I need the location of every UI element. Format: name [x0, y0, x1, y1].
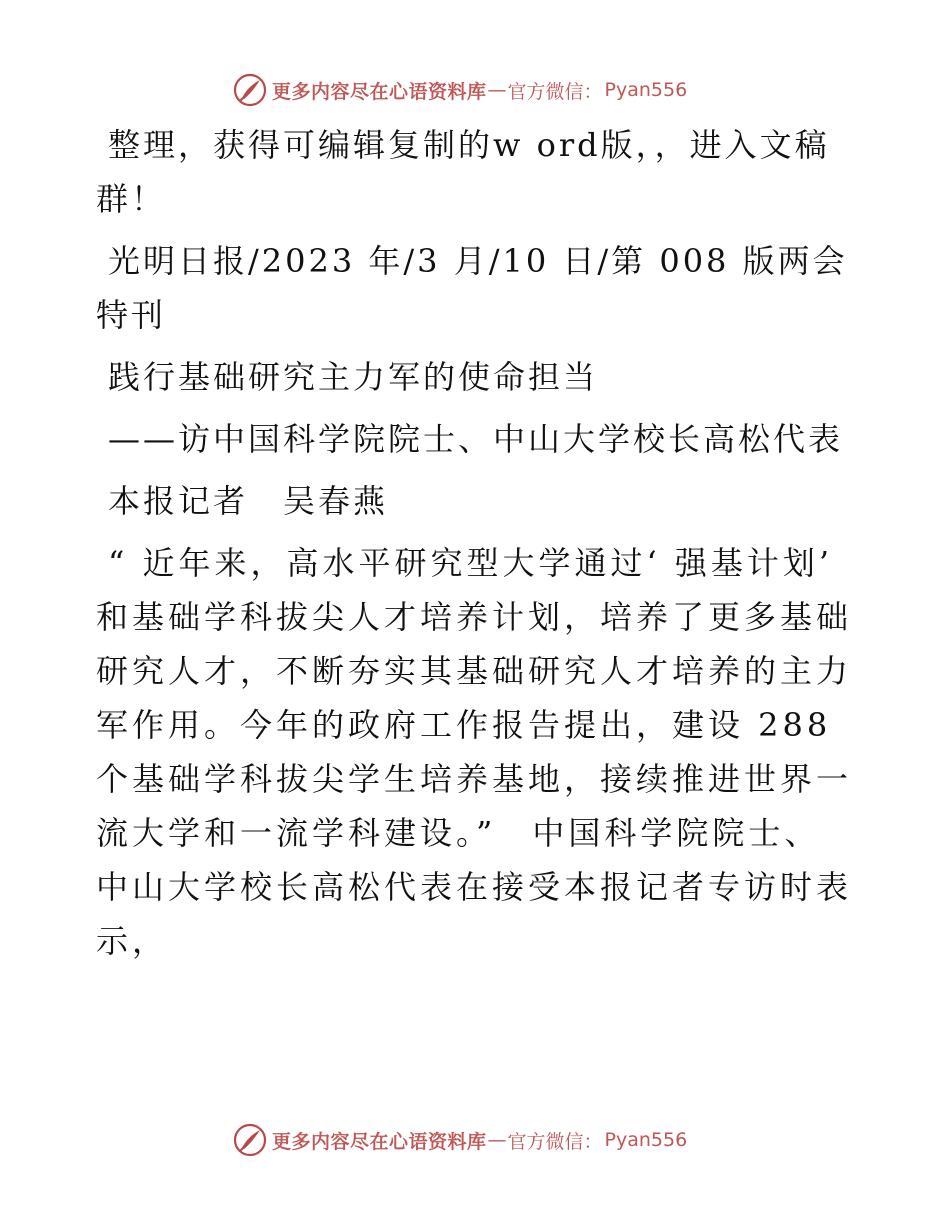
banner-wechat-id: Pyan556 — [604, 1129, 688, 1151]
quill-pen-icon — [232, 72, 268, 108]
intro-paragraph: 整理，获得可编辑复制的w ord版，，进入文稿群！ — [96, 126, 830, 218]
banner-text: 更多内容尽在心语资料库 — [272, 80, 487, 103]
body-paragraph: “ 近年来，高水平研究型大学通过‘ 强基计划’ 和基础学科拔尖人才培养计划，培养了更多基础研究人才，不断夯实其基础研究人才培养的主力军作用。今年的政府工作报告提出，建设 288个基础学科拔尖学生培养基地，接续推进世界一流大学和一流学科建设。” 中国科学院院士、中山大学校长高松代表在接受本报记者专访时表示， — [96, 544, 870, 960]
banner-separator: — — [487, 79, 507, 101]
quill-pen-icon — [232, 1122, 268, 1158]
headline: 践行基础研究主力军的使命担当 — [108, 358, 599, 396]
header-banner — [232, 72, 687, 108]
banner-wechat-id: Pyan556 — [604, 79, 688, 101]
source-line: 光明日报/2023 年/3 月/10 日/第 008 版两会特刊 — [96, 242, 848, 334]
banner-wechat-label: 官方微信： — [507, 80, 603, 103]
byline: 本报记者 吴春燕 — [108, 482, 389, 520]
footer-banner — [232, 1122, 687, 1158]
banner-wechat-label: 官方微信： — [507, 1130, 603, 1153]
document-body — [96, 118, 870, 976]
banner-text: 更多内容尽在心语资料库 — [272, 1130, 487, 1153]
subtitle: ——访中国科学院院士、中山大学校长高松代表 — [108, 420, 844, 458]
banner-separator: — — [487, 1129, 507, 1151]
